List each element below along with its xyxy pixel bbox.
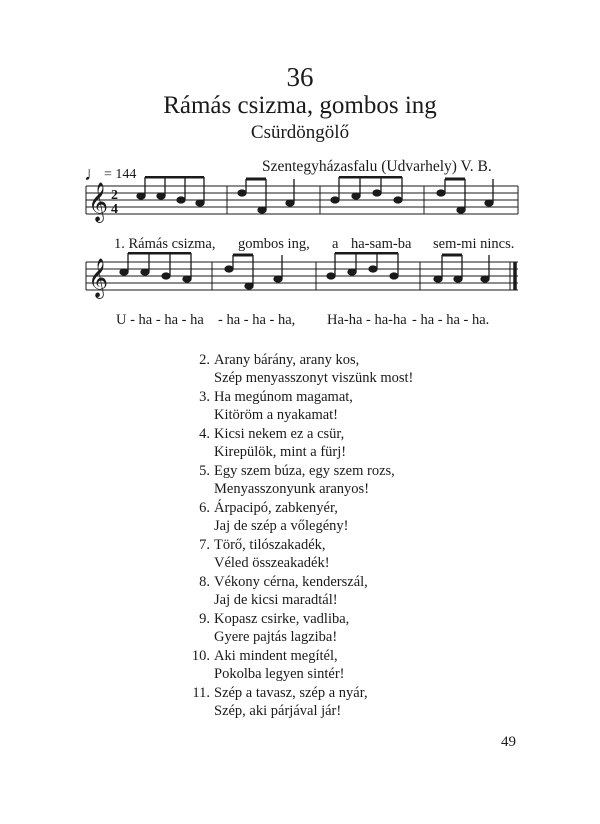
verse-item <box>186 685 486 720</box>
verse-item <box>186 389 486 424</box>
verse-line: Egy szem búza, egy szem rozs, <box>214 463 395 479</box>
tempo-value: = 144 <box>104 167 137 182</box>
time-signature-top: 2 <box>111 188 118 203</box>
verse-number: 7. <box>199 537 210 553</box>
verse-item <box>186 537 486 572</box>
lyric-syllable: - ha - ha - ha, <box>218 312 296 328</box>
time-signature-bottom: 4 <box>111 202 118 217</box>
lyric-syllable: 1. Rámás csizma, <box>114 236 216 252</box>
verse-line: Jaj de szép a vőlegény! <box>214 517 349 534</box>
verse-number: 9. <box>199 611 210 627</box>
lyric-syllable: gombos ing, <box>238 236 310 252</box>
verse-item <box>186 352 486 387</box>
verse-item <box>186 426 486 461</box>
verse-line: Véled összeakadék! <box>214 554 330 571</box>
verse-number: 6. <box>199 500 210 516</box>
verse-list <box>186 352 486 722</box>
verse-line: Jaj de kicsi maradtál! <box>214 591 338 608</box>
treble-clef-icon: 𝄞 <box>88 182 109 222</box>
lyric-syllable: Ha-ha - ha-ha <box>327 312 407 328</box>
verse-line: Aki mindent megítél, <box>214 648 338 664</box>
verse-item <box>186 463 486 498</box>
verse-number: 4. <box>199 426 210 442</box>
verse-line: Vékony cérna, kenderszál, <box>214 574 368 590</box>
verse-number: 8. <box>199 574 210 590</box>
verse-item <box>186 648 486 683</box>
music-staff-2 <box>0 252 600 302</box>
verse-line: Árpacipó, zabkenyér, <box>214 500 338 516</box>
verse-line: Arany bárány, arany kos, <box>214 352 360 368</box>
verse-line: Gyere pajtás lagziba! <box>214 628 338 645</box>
page-number: 49 <box>501 734 516 750</box>
verse-number: 3. <box>199 389 210 405</box>
lyric-syllable: a <box>332 236 339 252</box>
verse-line: Szép a tavasz, szép a nyár, <box>214 685 368 701</box>
lyric-syllable: ha-sam-ba <box>351 236 412 252</box>
verse-line: Szép menyasszonyt viszünk most! <box>214 369 414 386</box>
verse-line: Menyasszonyunk aranyos! <box>214 480 370 497</box>
verse-line: Szép, aki párjával jár! <box>214 702 342 719</box>
verse-line: Törő, tilószakadék, <box>214 537 326 553</box>
verse-line: Kopasz csirke, vadliba, <box>214 611 350 627</box>
verse-number: 10. <box>191 648 210 664</box>
lyric-syllable: - ha - ha - ha. <box>412 312 490 328</box>
lyric-syllable: U - ha - ha - ha <box>116 312 204 328</box>
verse-line: Kirepülök, mint a fürj! <box>214 443 347 460</box>
verse-number: 11. <box>192 685 210 701</box>
verse-item <box>186 500 486 535</box>
verse-item <box>186 611 486 646</box>
verse-line: Kitöröm a nyakamat! <box>214 406 339 423</box>
verse-item <box>186 574 486 609</box>
verse-number: 2. <box>199 352 210 368</box>
verse-line: Kicsi nekem ez a csür, <box>214 426 345 442</box>
quarter-note-icon: ♩ <box>84 163 104 185</box>
verse-line: Ha megúnom magamat, <box>214 389 353 405</box>
song-title: Rámás csizma, gombos ing <box>163 92 437 119</box>
treble-clef-icon: 𝄞 <box>88 258 109 298</box>
music-staff-1 <box>0 176 600 226</box>
lyric-syllable: sem-mi nincs. <box>433 236 515 252</box>
song-number: 36 <box>286 62 314 92</box>
song-origin: Szentegyházasfalu (Udvarhely) V. B. <box>262 158 492 175</box>
song-subtitle: Csürdöngölő <box>250 122 350 143</box>
verse-number: 5. <box>199 463 210 479</box>
verse-line: Pokolba legyen sintér! <box>214 665 345 682</box>
